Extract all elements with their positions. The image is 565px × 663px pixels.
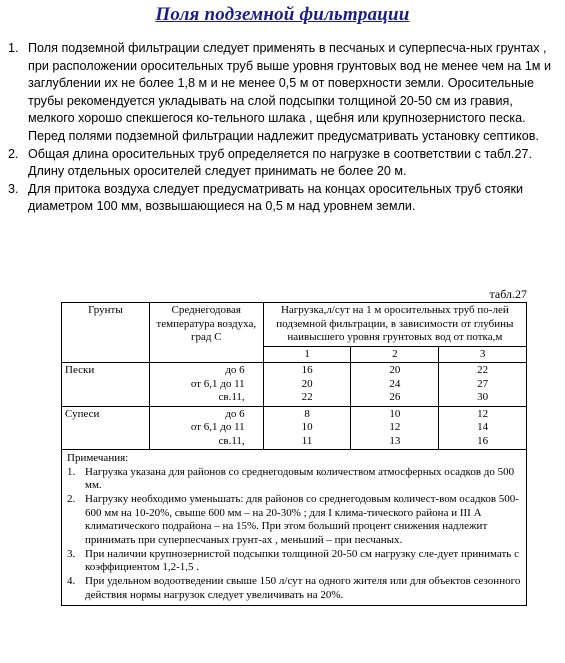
page-title: Поля подземной фильтрации	[155, 4, 410, 25]
item-number: 1.	[8, 41, 19, 55]
note-text: При наличии крупнозернистой подсыпки толщиной 20-50 см нагрузку сле-дует принимать с коэффициентом 1,2-1,5 .	[85, 547, 519, 574]
load-table	[61, 302, 527, 606]
item-number: 3.	[8, 181, 19, 196]
item-text: Общая длина оросительных труб определяется по нагрузке в соответствии с табл.27. Длину отдельных оросителей следует принимать не более 20 м.	[28, 146, 533, 179]
header-soil: Грунты	[62, 303, 150, 363]
value: 16	[477, 434, 489, 447]
table-header-row	[62, 303, 527, 347]
header-col-1: 1	[263, 346, 351, 363]
notes-title: Примечания:	[67, 452, 129, 464]
table-caption: табл.27	[489, 287, 527, 301]
table-row	[62, 406, 527, 450]
value: 26	[389, 391, 401, 403]
value: 24	[389, 377, 401, 390]
note-number: 2.	[67, 492, 76, 505]
value-cell	[351, 363, 439, 407]
note-item	[67, 575, 521, 602]
list-item	[8, 146, 560, 181]
temp-value: от 6,1 до 11	[190, 421, 245, 433]
note-item	[67, 548, 521, 575]
value: 22	[301, 391, 313, 403]
value-cell	[351, 406, 439, 450]
requirements-list	[8, 40, 560, 216]
table-notes-row	[62, 450, 527, 606]
header-col-2: 2	[351, 346, 439, 363]
value: 13	[389, 434, 401, 447]
note-text: При удельном водоотведении свыше 150 л/сут на одного жителя или для объектов сезонного действия нормы нагрузок следует увеличивать на 20%.	[85, 575, 521, 601]
value: 22	[477, 364, 489, 376]
note-number: 1.	[67, 465, 76, 478]
value: 16	[301, 364, 313, 376]
temp-value: до 6	[225, 407, 245, 420]
note-number: 3.	[67, 547, 76, 560]
temp-cell	[149, 406, 263, 450]
value-cell	[439, 406, 527, 450]
value-cell	[263, 363, 351, 407]
item-text: Для притока воздуха следует предусматривать на концах оросительных труб стояки диаметром 100 мм, возвышающиеся на 0,5 м над уровнем земли.	[28, 181, 523, 214]
value-cell	[439, 363, 527, 407]
temp-value: св.11,	[218, 391, 245, 403]
soil-cell: Пески	[62, 363, 150, 407]
value: 10	[301, 421, 313, 433]
list-item	[8, 181, 560, 216]
value: 11	[301, 434, 313, 447]
header-col-3: 3	[439, 346, 527, 363]
table-row	[62, 363, 527, 407]
value: 10	[389, 407, 401, 420]
header-load: Нагрузка,л/сут на 1 м оросительных труб по-лей подземной фильтрации, в зависимости от глубины наивысшего уровня грунтовых вод от потка,м	[263, 303, 526, 347]
item-text: Поля подземной фильтрации следует применять в песчаных и суперпесча-ных грунтах , при расположении оросительных труб выше уровня грунтовых вод не менее чем на 1м и заглублении их не более 1,8 м и не менее 0,5 м от поверхности земли. Оросительные трубы рекомендуется укладывать на слой подсыпки толщиной 20-50 см из гравия, мелкого хорошо спекшегося ко-тельного шлака , щебня или крупнозернистого песка.	[28, 41, 551, 126]
note-number: 4.	[67, 575, 76, 588]
item-text-continuation: Перед полями подземной фильтрации надлежит предусматривать установку септиков.	[28, 128, 539, 143]
value-cell	[263, 406, 351, 450]
value: 14	[477, 421, 489, 433]
item-number: 2.	[8, 146, 19, 161]
header-temp: Среднегодовая температура воздуха, град С	[149, 303, 263, 363]
notes-cell	[62, 450, 527, 606]
note-item	[67, 493, 521, 548]
value: 12	[389, 421, 401, 433]
note-text: Нагрузка указана для районов со среднегодовым количеством атмосферных осадков до 500 мм.	[85, 465, 515, 492]
value: 20	[301, 377, 313, 390]
value: 20	[389, 364, 401, 376]
value: 30	[477, 391, 489, 403]
value: 27	[477, 377, 489, 390]
temp-value: от 6,1 до 11	[190, 377, 245, 390]
temp-cell	[149, 363, 263, 407]
value: 8	[304, 407, 310, 420]
note-text: Нагрузку необходимо уменьшать: для районов со среднегодовым количест-вом осадков 500-600 мм на 10-20%, свыше 600 мм – на 20-30% ; для I клима-тического района и III А климатического подрайона – на 15%. При этом больший процент снижения надлежит принимать при суперпесчаных грунт-ах , меньший – при песчаных.	[85, 492, 519, 547]
note-item	[67, 466, 521, 493]
list-item	[8, 40, 560, 146]
temp-value: св.11,	[218, 434, 245, 447]
temp-value: до 6	[225, 364, 245, 376]
soil-cell: Супеси	[62, 406, 150, 450]
value: 12	[477, 407, 489, 420]
